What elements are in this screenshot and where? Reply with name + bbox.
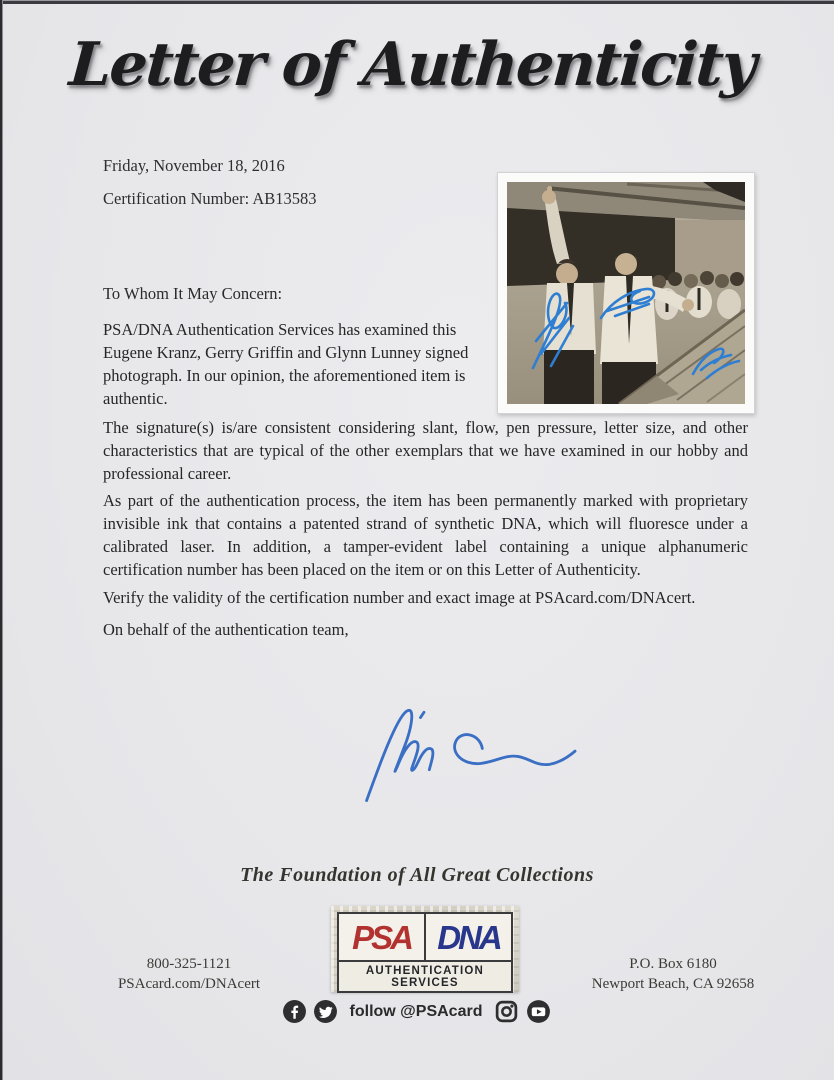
twitter-icon: [313, 999, 338, 1024]
dna-logo-text: DNA: [437, 918, 500, 956]
instagram-icon: [494, 999, 519, 1024]
po-box: P.O. Box 6180: [629, 956, 717, 972]
paragraph-1: PSA/DNA Authentication Services has examined this Eugene Kranz, Gerry Griffin and Glynn Lunney signed photograph. In our opinion, the aforementioned item is authentic.: [103, 320, 469, 409]
salutation: To Whom It May Concern:: [103, 284, 283, 303]
phone-number: 800-325-1121: [146, 956, 232, 972]
certification-number: AB13583: [252, 189, 317, 208]
psa-dna-sticker: [331, 906, 519, 992]
authentication-services-label: AUTHENTICATION SERVICES: [337, 962, 513, 993]
scan-edge-top: [0, 0, 834, 5]
youtube-icon: [525, 999, 552, 1024]
contact-left: [106, 954, 272, 995]
scan-edge-left: [0, 0, 4, 1080]
foundation-tagline: The Foundation of All Great Collections: [240, 864, 594, 886]
social-follow-text: follow @PSAcard: [349, 1002, 483, 1020]
paragraph-3: As part of the authentication process, the item has been permanently marked with proprietary invisible ink that contains a patented strand of synthetic DNA, which will fluoresce under a calibrated laser. In addition, a tamper-evident label containing a unique alphanumeric certification number has been placed on the item or on this Letter of Authenticity.: [103, 491, 748, 580]
facebook-icon: [282, 999, 307, 1024]
certification-line: [103, 189, 317, 209]
photo-image: [507, 182, 745, 404]
website-url: PSAcard.com/DNAcert: [117, 976, 261, 993]
date-line: Friday, November 18, 2016: [103, 156, 285, 175]
psa-dna-logo: [337, 912, 513, 962]
contact-right: [572, 954, 774, 995]
authenticator-signature: [318, 693, 583, 811]
address-line: Newport Beach, CA 92658: [591, 976, 755, 993]
paragraph-2: The signature(s) is/are consistent considering slant, flow, pen pressure, letter size, and other characteristics that are typical of the other exemplars that we have examined in our hobby and professional career.: [103, 418, 748, 484]
certification-label: Certification Number:: [103, 189, 250, 208]
paragraph-4: Verify the validity of the certification number and exact image at PSAcard.com/DNAcert.: [103, 588, 696, 607]
letter-title: Letter of Authenticity: [67, 30, 757, 100]
paragraph-5: On behalf of the authentication team,: [103, 620, 349, 639]
social-row: [0, 999, 834, 1024]
signed-photograph: [497, 172, 755, 414]
psa-logo-text: PSA: [339, 914, 426, 960]
